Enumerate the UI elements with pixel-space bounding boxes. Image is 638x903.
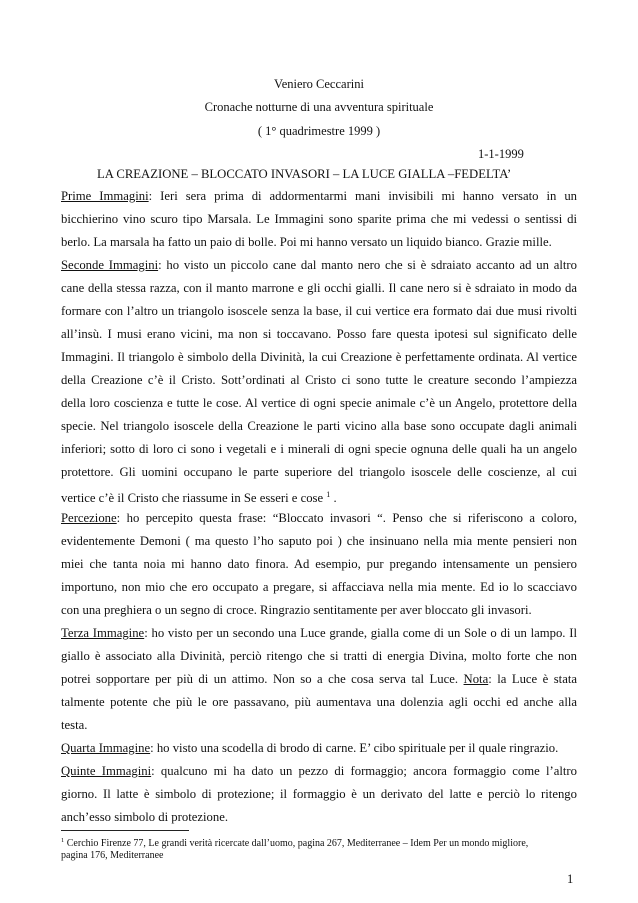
paragraph-line: Prime Immagini: Ieri sera prima di addormentarmi mani invisibili mi hanno versato in un bbox=[61, 189, 578, 203]
paragraph-line: Quinte Immagini: qualcuno mi ha dato un pezzo di formaggio; ancora formaggio come l’altro bbox=[61, 764, 577, 778]
paragraph-line: della Creazione c’è il Cristo. Sott’ordinati al Cristo ci sono tutte le creature secondo l’ampiezza bbox=[61, 373, 577, 387]
section-label: Terza Immagine bbox=[61, 626, 145, 640]
section-label: Percezione bbox=[61, 511, 117, 525]
paragraph-line: vertice c’è il Cristo che riassume in Se esseri e cose $^1$ . bbox=[61, 490, 337, 505]
paragraph-line: anch’esso simbolo di protezione. bbox=[61, 810, 229, 824]
paragraph-line: specie. Nel triangolo isoscele della Creazione le parti vicino alla base sono occupate dagli animali bbox=[61, 419, 577, 433]
footnote: $^1$ Cerchio Firenze 77, Le grandi verità ricercate dall’uomo, pagina 267, Mediterranee – Idem Per un mondo migliore, bbox=[61, 837, 529, 849]
page-number: 1 bbox=[567, 872, 574, 886]
entry-heading: LA CREAZIONE – BLOCCATO INVASORI – LA LUCE GIALLA –FEDELTA’ bbox=[97, 167, 512, 181]
paragraph-line: Quarta Immagine: ho visto una scodella di brodo di carne. E’ cibo spirituale per il quale ringrazio. bbox=[61, 741, 559, 755]
paragraph-line: importuno, non mio che ero occupato a pregare, si affacciava nella mia mente. Ed io lo scacciavo bbox=[61, 580, 577, 594]
section-label: Quarta Immagine bbox=[61, 741, 151, 755]
paragraph-line: Seconde Immagini: ho visto un piccolo cane dal manto nero che si è sdraiato accanto ad un altro bbox=[61, 258, 577, 272]
paragraph-line: all’insù. I musi erano vicini, ma non si toccavano. Posso fare questa ipotesi sul significato delle bbox=[61, 327, 577, 341]
paragraph-line: con una preghiera o un segno di croce. Ringrazio sentitamente per aver bloccato gli invasori. bbox=[61, 603, 532, 617]
footnote-reference[interactable]: 1 bbox=[326, 490, 331, 499]
paragraph-line: Terza Immagine: ho visto per un secondo una Luce grande, gialla come di un Sole o di un lampo. Il bbox=[61, 626, 577, 640]
paragraph-line: evidentemente Demoni ( ma questo l’ho saputo poi ) che insinuano nella mia mente pensieri non bbox=[61, 534, 577, 548]
paragraph-line: Immagini. Il triangolo è simbolo della Divinità, la cui Creazione è perfettamente ordinata. Al vertice bbox=[61, 350, 577, 364]
paragraph-line: protettore. Gli uomini occupano le parte superiore del triangolo isoscele delle coscienze, al cui bbox=[61, 465, 577, 479]
footnote-mark: 1 bbox=[61, 837, 65, 844]
note-label: Nota bbox=[463, 672, 489, 686]
paragraph-line: talmente potente che più le ore passavano, più aumentava una dolenzia agli occhi ed anche alla bbox=[61, 695, 577, 709]
paragraph-line: Percezione: ho percepito questa frase: “Bloccato invasori “. Penso che si riferiscono a coloro, bbox=[61, 511, 577, 525]
paragraph-line: miei che tanta noia mi hanno dato finora. Ad esempio, pur pregando intensamente un pensiero bbox=[61, 557, 577, 571]
document-subtitle: Cronache notturne di una avventura spirituale bbox=[204, 100, 434, 114]
paragraph-line: bicchierino vino scuro tipo Marsala. Le Immagini sono sparite prima che mi vedessi o sentissi di bbox=[61, 212, 577, 226]
paragraph-line: cane della stessa razza, con il manto marrone e gli occhi gialli. Il cane nero si è sdraiato in modo da bbox=[61, 281, 577, 295]
paragraph-line: testa. bbox=[61, 718, 88, 732]
paragraph-line: inferiori; sotto di loro ci sono i vegetali e i minerali di ogni specie ognuna delle quali ha un angelo bbox=[61, 442, 577, 456]
author-name: Veniero Ceccarini bbox=[274, 77, 364, 91]
section-label: Seconde Immagini bbox=[61, 258, 159, 272]
paragraph-line: giorno. Il latte è simbolo di protezione; il formaggio è un derivato del latte e perciò lo ritengo bbox=[61, 787, 577, 801]
paragraph-line: potrei sopportare per più di un attimo. Non so a che cosa serva tal Luce. Nota: la Luce è stata bbox=[61, 672, 577, 686]
paragraph-line: della loro coscienza e tutte le cose. Al vertice di ogni specie animale c’è un Angelo, protettore della bbox=[61, 396, 577, 410]
section-label: Quinte Immagini bbox=[61, 764, 152, 778]
document-period: ( 1° quadrimestre 1999 ) bbox=[257, 124, 381, 138]
paragraph-line: formare con l’altro un triangolo isoscele senza la base, il cui vertice era formato dai due musi rivolti bbox=[61, 304, 577, 318]
paragraph-line: giallo è associato alla Divinità, perciò ritengo che si tratti di energia Divina, molto forte che non bbox=[61, 649, 577, 663]
entry-date: 1-1-1999 bbox=[478, 147, 524, 161]
paragraph-line: berlo. La marsala ha fatto un paio di bolle. Poi mi hanno versato un liquido bianco. Grazie mille. bbox=[61, 235, 552, 249]
footnote-continuation: pagina 176, Mediterranee bbox=[61, 850, 164, 861]
section-label: Prime Immagini bbox=[61, 189, 149, 203]
footnote-divider bbox=[61, 830, 189, 831]
